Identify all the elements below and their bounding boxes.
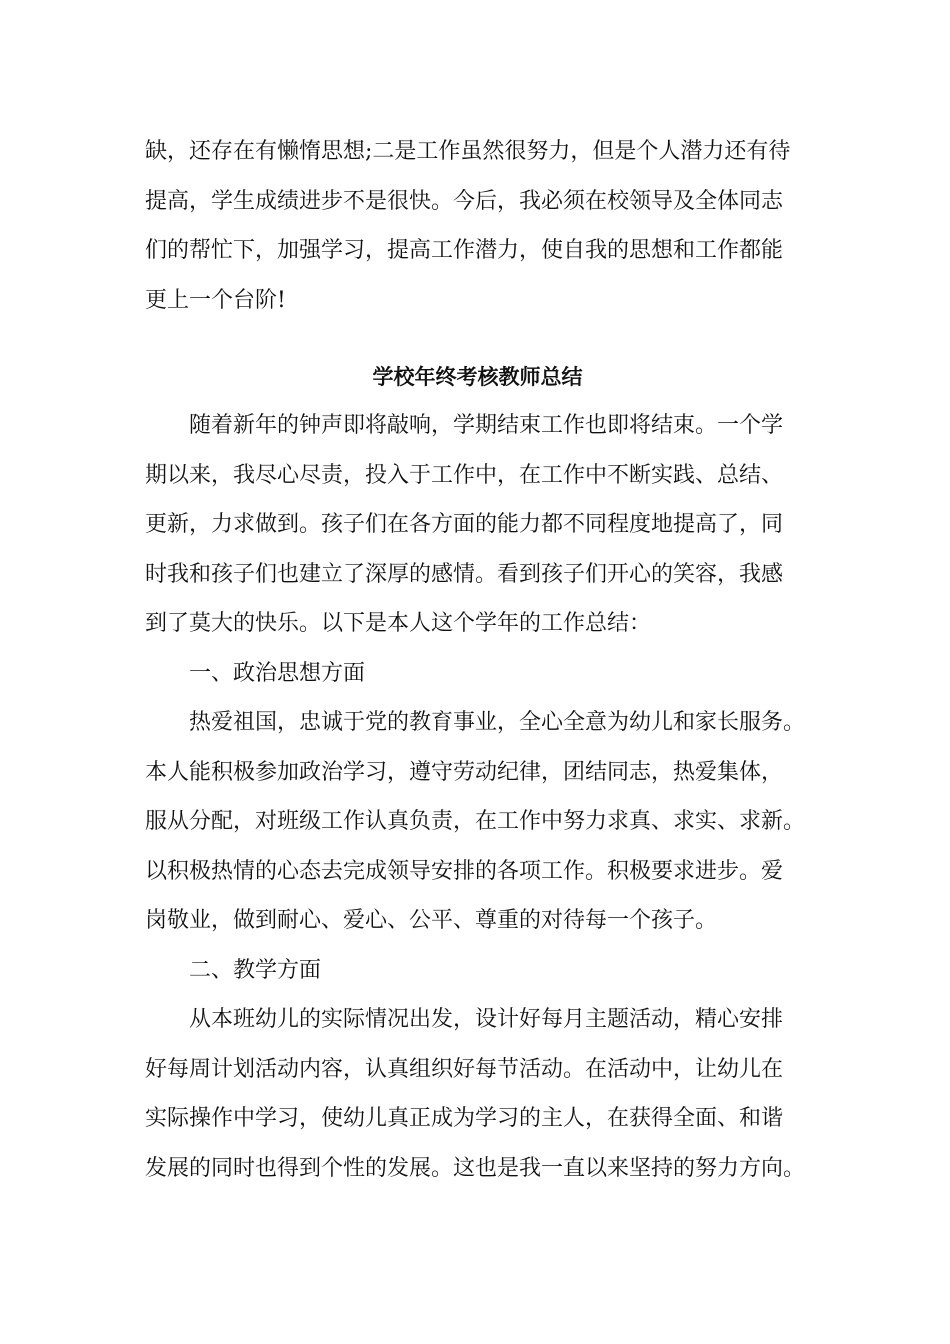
paragraph-line: 发展的同时也得到个性的发展。这也是我一直以来坚持的努力方向。: [145, 1156, 806, 1181]
paragraph-line: 随着新年的钟声即将敲响，学期结束工作也即将结束。一个学: [189, 413, 784, 438]
paragraph-line: 缺，还存在有懒惰思想;二是工作虽然很努力，但是个人潜力还有待: [145, 139, 791, 164]
paragraph-line: 更新，力求做到。孩子们在各方面的能力都不同程度地提高了，同: [145, 512, 784, 537]
document-title: 学校年终考核教师总结: [372, 364, 583, 389]
paragraph-line: 提高，学生成绩进步不是很快。今后，我必须在校领导及全体同志: [145, 189, 784, 214]
section-heading: 二、教学方面: [189, 958, 322, 983]
paragraph-line: 本人能积极参加政治学习，遵守劳动纪律，团结同志，热爱集体，: [145, 760, 784, 785]
section-heading: 一、政治思想方面: [189, 661, 366, 686]
paragraph-line: 更上一个台阶!: [145, 288, 286, 313]
paragraph-line: 从本班幼儿的实际情况出发，设计好每月主题活动，精心安排: [189, 1007, 784, 1032]
paragraph-line: 岗敬业，做到耐心、爱心、公平、尊重的对待每一个孩子。: [145, 908, 718, 933]
paragraph-line: 期以来，我尽心尽责，投入于工作中，在工作中不断实践、总结、: [145, 463, 784, 488]
paragraph-line: 服从分配，对班级工作认真负责，在工作中努力求真、求实、求新。: [145, 809, 806, 834]
paragraph-line: 时我和孩子们也建立了深厚的感情。看到孩子们开心的笑容，我感: [145, 562, 784, 587]
paragraph-line: 们的帮忙下，加强学习，提高工作潜力，使自我的思想和工作都能: [145, 238, 784, 263]
paragraph-line: 以积极热情的心态去完成领导安排的各项工作。积极要求进步。爱: [145, 859, 784, 884]
paragraph-line: 好每周计划活动内容，认真组织好每节活动。在活动中，让幼儿在: [145, 1057, 784, 1082]
paragraph-line: 到了莫大的快乐。以下是本人这个学年的工作总结：: [145, 611, 652, 636]
paragraph-line: 热爱祖国，忠诚于党的教育事业，全心全意为幼儿和家长服务。: [189, 710, 806, 735]
paragraph-line: 实际操作中学习，使幼儿真正成为学习的主人，在获得全面、和谐: [145, 1106, 784, 1131]
